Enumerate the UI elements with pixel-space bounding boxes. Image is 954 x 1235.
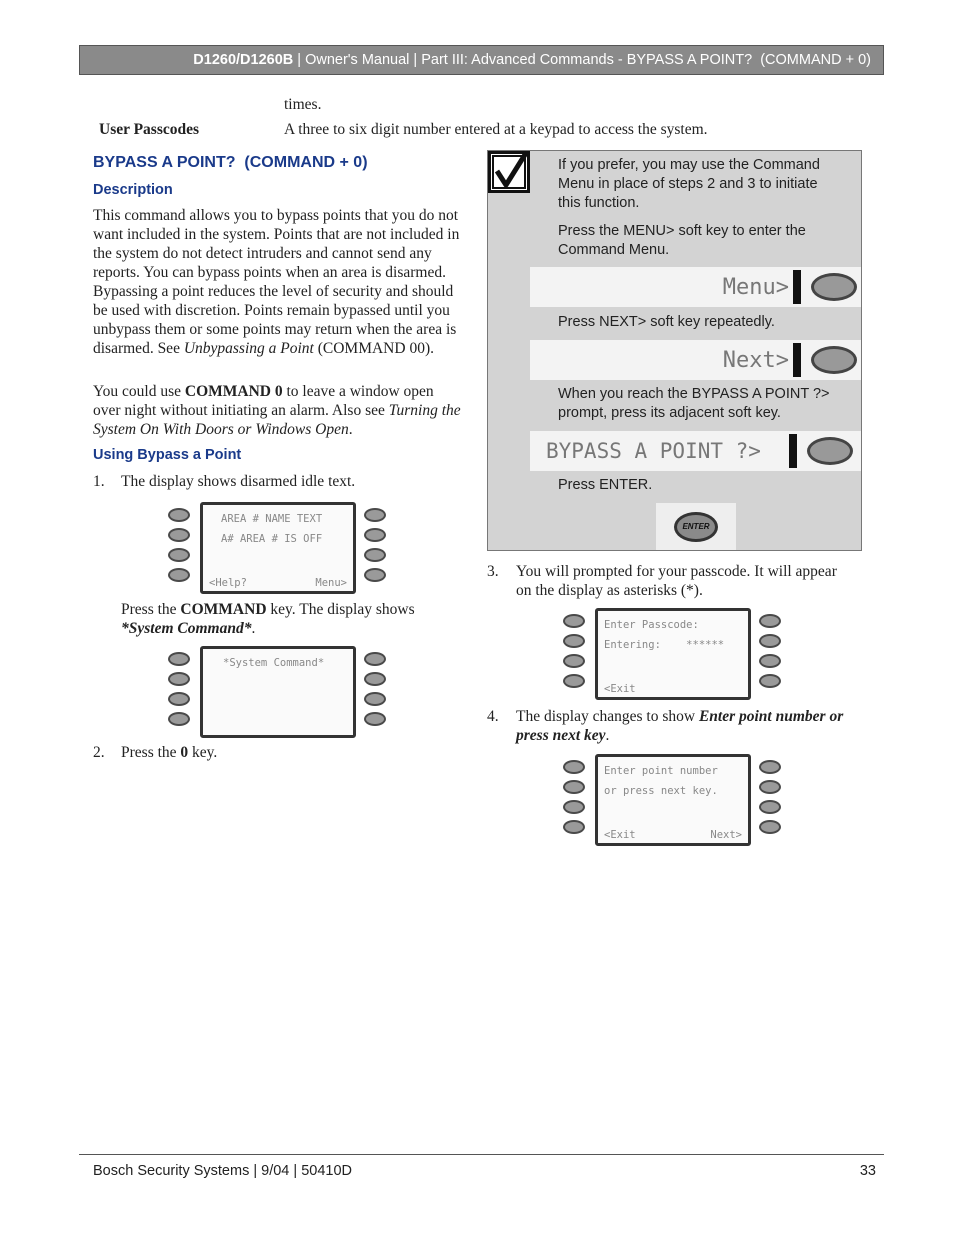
header-bar — [79, 45, 884, 75]
soft-key[interactable] — [759, 674, 781, 688]
soft-key[interactable] — [168, 692, 190, 706]
enter-key-image — [656, 503, 736, 550]
lcd-left-label: <Exit — [604, 683, 636, 695]
soft-key[interactable] — [563, 654, 585, 668]
soft-key[interactable] — [759, 614, 781, 628]
cursor-icon — [793, 343, 801, 377]
soft-key[interactable] — [759, 760, 781, 774]
lcd-screen — [200, 502, 356, 594]
lcd-line: *System Command* — [223, 657, 325, 669]
step2-number: 2. — [93, 744, 105, 761]
soft-key[interactable] — [563, 800, 585, 814]
lcd-line: Entering: ****** — [604, 639, 725, 651]
turning-system-on-link[interactable]: Turning the System On With Doors or Windows Open — [93, 402, 461, 438]
soft-key[interactable] — [364, 528, 386, 542]
s1b-italic: *System Command* — [121, 620, 252, 637]
lcd-line: or press next key. — [604, 785, 718, 797]
step3-text: You will prompted for your passcode. It will appear on the display as asterisks (*). — [516, 563, 837, 599]
cursor-icon — [789, 434, 797, 468]
description-heading: Description — [93, 182, 173, 198]
keypad-display-enter-point — [563, 754, 783, 846]
soft-key[interactable] — [168, 672, 190, 686]
keypad-display-idle — [168, 502, 388, 594]
s2-end: key. — [188, 744, 218, 761]
description-paragraph — [93, 206, 465, 358]
soft-key[interactable] — [563, 634, 585, 648]
soft-key[interactable] — [563, 820, 585, 834]
glossary-term: User Passcodes — [99, 121, 200, 138]
s2-start: Press the — [121, 744, 181, 761]
unbypass-link[interactable]: Unbypassing a Point — [183, 340, 314, 357]
s1b-mid: key. The display shows — [266, 601, 415, 618]
header-product: D1260/D1260B — [193, 52, 294, 68]
soft-key[interactable] — [563, 760, 585, 774]
s2-bold: 0 — [180, 744, 189, 761]
lcd-line: Enter point number — [604, 765, 718, 777]
next-soft-key[interactable] — [811, 346, 857, 374]
soft-key[interactable] — [168, 548, 190, 562]
menu-soft-key[interactable] — [811, 273, 857, 301]
softkey-bypass — [530, 431, 861, 471]
lcd-screen — [595, 608, 751, 700]
description-tail: (COMMAND 00). — [313, 340, 434, 357]
glossary-definition: A three to six digit number entered at a keypad to access the system. — [284, 121, 708, 138]
soft-key[interactable] — [759, 820, 781, 834]
s4-start: The display changes to show — [516, 708, 699, 725]
glossary-fragment: times. — [284, 96, 322, 113]
soft-key[interactable] — [364, 692, 386, 706]
softkey-next — [530, 340, 861, 380]
tip-intro: If you prefer, you may use the Command Menu in place of steps 2 and 3 to initiate this function. — [558, 157, 820, 211]
footer-publisher: Bosch Security Systems | 9/04 | 50410D — [93, 1163, 352, 1179]
lcd-screen — [595, 754, 751, 846]
step3-number: 3. — [487, 563, 499, 580]
s1b-end: . — [251, 620, 256, 637]
checkbox-icon — [488, 151, 532, 195]
soft-key[interactable] — [364, 712, 386, 726]
soft-key[interactable] — [364, 548, 386, 562]
soft-key[interactable] — [168, 652, 190, 666]
softkey-menu — [530, 267, 861, 307]
step4-number: 4. — [487, 708, 499, 725]
lcd-line: A# AREA # IS OFF — [221, 533, 323, 545]
soft-key[interactable] — [759, 800, 781, 814]
tip-enter-instruction: Press ENTER. — [558, 477, 653, 493]
tip-box — [487, 150, 862, 551]
p2-bold: COMMAND 0 — [184, 383, 283, 400]
header-title: | Owner's Manual | Part III: Advanced Commands - BYPASS A POINT? (COMMAND + 0) — [293, 52, 871, 68]
tip-menu-instruction: Press the MENU> soft key to enter the Command Menu. — [558, 223, 806, 258]
s4-end: . — [605, 727, 610, 744]
s4-italic: Enter point number or press next key — [516, 708, 844, 744]
soft-key[interactable] — [168, 528, 190, 542]
lcd-right-label: Menu> — [315, 577, 347, 589]
using-heading: Using Bypass a Point — [93, 447, 242, 463]
strip-label: Menu> — [722, 274, 789, 300]
step1-text: The display shows disarmed idle text. — [121, 473, 356, 490]
soft-key[interactable] — [364, 652, 386, 666]
soft-key[interactable] — [759, 780, 781, 794]
step1-command-text — [121, 600, 461, 638]
lcd-right-label: Next> — [710, 829, 742, 841]
soft-key[interactable] — [364, 508, 386, 522]
soft-key[interactable] — [364, 568, 386, 582]
soft-key[interactable] — [563, 614, 585, 628]
soft-key[interactable] — [168, 712, 190, 726]
p2-end: . — [348, 421, 353, 438]
p2-start: You could use — [93, 383, 185, 400]
soft-key[interactable] — [759, 634, 781, 648]
p2-mid: to leave a window open over night without initiating an alarm. Also see — [93, 383, 434, 419]
keypad-display-passcode — [563, 608, 783, 700]
cursor-icon — [793, 270, 801, 304]
step1-number: 1. — [93, 473, 105, 490]
tip-next-instruction: Press NEXT> soft key repeatedly. — [558, 314, 775, 330]
strip-label: Next> — [722, 347, 789, 373]
soft-key[interactable] — [563, 780, 585, 794]
step2-text — [121, 743, 217, 762]
soft-key[interactable] — [168, 508, 190, 522]
soft-key[interactable] — [168, 568, 190, 582]
lcd-left-label: <Help? — [209, 577, 247, 589]
command-zero-paragraph — [93, 382, 465, 439]
lcd-screen — [200, 646, 356, 738]
footer-rule — [79, 1154, 884, 1155]
section-title: BYPASS A POINT? (COMMAND + 0) — [93, 154, 368, 171]
page-number: 33 — [859, 1163, 876, 1179]
lcd-left-label: <Exit — [604, 829, 636, 841]
bypass-soft-key[interactable] — [807, 437, 853, 465]
lcd-line: Enter Passcode: — [604, 619, 699, 631]
soft-key[interactable] — [759, 654, 781, 668]
enter-button[interactable]: ENTER — [674, 512, 718, 542]
strip-label: BYPASS A POINT ?> — [546, 439, 761, 463]
tip-bypass-instruction: When you reach the BYPASS A POINT ?> prompt, press its adjacent soft key. — [558, 386, 830, 421]
soft-key[interactable] — [364, 672, 386, 686]
step4-text — [516, 707, 861, 745]
soft-key[interactable] — [563, 674, 585, 688]
s1b-start: Press the — [121, 601, 181, 618]
description-text: This command allows you to bypass points that you do not want included in the system. Points that are not included in the system do not detect intruders and cannot send any reports. You can bypass points when an area is disarmed. Bypassing a point reduces the level of security and should be used with discretion. Points remain bypassed until you unbypass them or some points may return when the area is disarmed. See — [93, 207, 460, 357]
s1b-bold: COMMAND — [180, 601, 267, 618]
lcd-line: AREA # NAME TEXT — [221, 513, 323, 525]
keypad-display-system-command — [168, 646, 388, 738]
